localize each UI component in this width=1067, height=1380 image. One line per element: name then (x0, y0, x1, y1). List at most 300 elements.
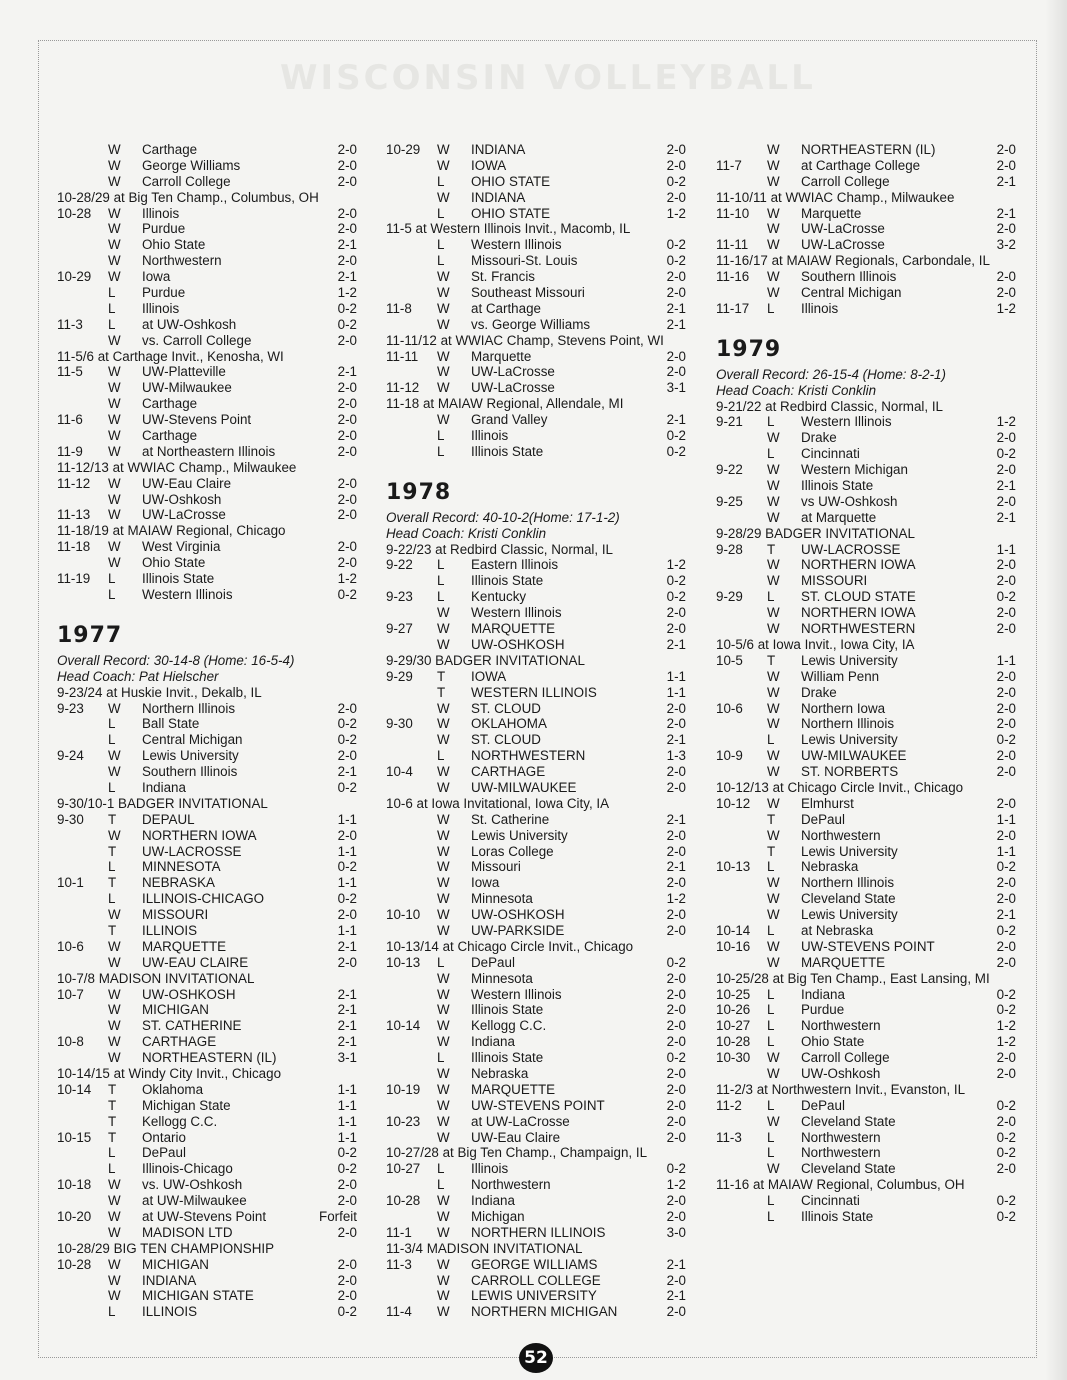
match-result: L (767, 446, 775, 462)
match-result: W (108, 555, 121, 571)
match-score: 2-0 (996, 142, 1016, 157)
event-heading: 11-18 at MAIAW Regional, Allendale, MI (386, 396, 624, 412)
match-score: 0-2 (666, 1050, 686, 1066)
match-opponent: Western Illinois (801, 414, 892, 430)
match-date: 11-2 (716, 1097, 742, 1113)
match-opponent: vs. Carroll College (142, 332, 252, 348)
match-score: 1-2 (996, 300, 1016, 316)
match-result: L (108, 1145, 116, 1161)
match-opponent: William Penn (801, 668, 880, 684)
match-result: T (108, 1113, 117, 1129)
match-row (57, 1098, 357, 1114)
match-result: W (437, 970, 450, 986)
match-score: 2-0 (337, 475, 357, 491)
match-score: 2-1 (337, 1034, 357, 1050)
match-result: L (437, 589, 445, 605)
match-row (386, 158, 686, 174)
match-score: 0-2 (337, 300, 357, 316)
match-score: 1-1 (996, 843, 1016, 859)
event-heading: 10-5/6 at Iowa Invit., Iowa City, IA (716, 636, 915, 652)
match-score: 2-0 (337, 428, 357, 444)
match-score: 1-1 (666, 668, 686, 684)
match-row (716, 1209, 1016, 1225)
match-score: 2-0 (666, 348, 686, 364)
match-row (386, 764, 686, 780)
match-score: 2-0 (666, 1018, 686, 1034)
match-opponent: Purdue (801, 1002, 845, 1018)
match-score: 1-1 (337, 1113, 357, 1129)
event-heading-row (716, 971, 1016, 987)
match-opponent: Cincinnati (801, 446, 860, 462)
match-score: 1-2 (666, 891, 686, 907)
match-opponent: Purdue (142, 221, 186, 237)
match-opponent: UW-OSHKOSH (142, 986, 236, 1002)
match-score: 0-2 (996, 1193, 1016, 1209)
match-score: 2-0 (337, 827, 357, 843)
event-heading-row (386, 939, 686, 955)
match-score: 2-0 (666, 1272, 686, 1288)
match-row (386, 605, 686, 621)
match-score: 2-0 (996, 157, 1016, 173)
match-opponent: Lewis University (142, 748, 239, 764)
match-row (716, 158, 1016, 174)
match-row (386, 875, 686, 891)
match-opponent: Illinois (142, 300, 180, 316)
match-row (716, 796, 1016, 812)
event-heading: 9-23/24 at Huskie Invit., Dekalb, IL (57, 684, 262, 700)
event-heading-row (716, 253, 1016, 269)
match-opponent: Indiana (142, 779, 186, 795)
match-opponent: NORTHERN IOWA (801, 557, 916, 573)
match-row (716, 1161, 1016, 1177)
match-result: L (108, 891, 116, 907)
match-opponent: Central Michigan (801, 285, 902, 301)
match-row (716, 285, 1016, 301)
match-opponent: UW-LaCrosse (801, 237, 885, 253)
match-result: W (437, 1288, 450, 1304)
match-row (57, 955, 357, 971)
match-result: W (437, 300, 450, 316)
match-row (716, 510, 1016, 526)
match-score: 1-2 (337, 571, 357, 587)
event-heading-row (57, 685, 357, 701)
match-score: 3-1 (337, 1050, 357, 1066)
match-result: W (108, 907, 121, 923)
event-heading-row (386, 1241, 686, 1257)
match-opponent: UW-LaCrosse (471, 364, 555, 380)
match-row (386, 1002, 686, 1018)
match-score: 1-1 (337, 811, 357, 827)
match-score: 2-0 (337, 142, 357, 157)
match-result: L (108, 571, 116, 587)
match-date: 10-8 (57, 1034, 84, 1050)
match-score: 2-1 (996, 509, 1016, 525)
match-row (57, 939, 357, 955)
match-row (386, 669, 686, 685)
match-score: 1-1 (337, 1129, 357, 1145)
match-date: 11-17 (716, 300, 750, 316)
match-date: 10-29 (57, 269, 92, 285)
match-row (57, 1193, 357, 1209)
match-result: W (437, 285, 450, 301)
match-row (57, 1288, 357, 1304)
match-opponent: MICHIGAN (142, 1002, 209, 1018)
match-result: W (437, 1097, 450, 1113)
match-result: W (108, 748, 121, 764)
match-opponent: GEORGE WILLIAMS (471, 1256, 598, 1272)
match-date: 9-30 (386, 716, 413, 732)
match-score: 1-2 (996, 414, 1016, 430)
match-result: L (767, 1097, 775, 1113)
match-result: L (767, 732, 775, 748)
match-score: 2-0 (337, 157, 357, 173)
event-heading: 10-6 at Iowa Invitational, Iowa City, IA (386, 795, 610, 811)
match-result: W (767, 430, 780, 446)
match-result: L (108, 732, 116, 748)
match-row (716, 828, 1016, 844)
event-heading-row (386, 1145, 686, 1161)
match-score: 3-2 (996, 237, 1016, 253)
match-row (57, 221, 357, 237)
match-row (716, 1114, 1016, 1130)
match-date: 10-30 (716, 1050, 751, 1066)
match-result: W (108, 1177, 121, 1193)
match-result: W (767, 1161, 780, 1177)
match-opponent: Northwestern (801, 1145, 881, 1161)
match-result: L (437, 1177, 445, 1193)
match-score: 2-0 (337, 205, 357, 221)
event-heading-row (57, 460, 357, 476)
event-heading: 9-22/23 at Redbird Classic, Normal, IL (386, 541, 613, 557)
match-row (57, 701, 357, 717)
match-opponent: Northern Iowa (801, 700, 886, 716)
match-row (386, 364, 686, 380)
match-score: 2-1 (337, 938, 357, 954)
match-opponent: West Virginia (142, 539, 221, 555)
match-opponent: UW-LaCrosse (142, 507, 226, 523)
match-opponent: Illinois-Chicago (142, 1161, 233, 1177)
match-score: 3-1 (666, 380, 686, 396)
match-score: 2-0 (666, 1113, 686, 1129)
match-opponent: Nebraska (471, 1065, 529, 1081)
match-score: 2-0 (666, 907, 686, 923)
match-score: 2-0 (666, 269, 686, 285)
match-result: W (437, 907, 450, 923)
match-score: 2-0 (666, 1065, 686, 1081)
match-row (386, 444, 686, 460)
match-row (386, 987, 686, 1003)
match-score: 1-1 (337, 1081, 357, 1097)
match-opponent: Cleveland State (801, 1113, 896, 1129)
match-result: T (108, 922, 117, 938)
match-opponent: Marquette (801, 205, 862, 221)
match-score: 0-2 (337, 716, 357, 732)
match-result: L (437, 428, 445, 444)
match-row (386, 1304, 686, 1320)
match-score: 2-0 (337, 1288, 357, 1304)
match-score: 2-1 (337, 1002, 357, 1018)
match-result: W (767, 509, 780, 525)
season-info-line: Overall Record: 30-14-8 (Home: 16-5-4) (57, 652, 295, 668)
match-row (57, 317, 357, 333)
event-heading-row (57, 349, 357, 365)
match-result: T (767, 811, 776, 827)
match-date: 11-16 (716, 269, 750, 285)
match-opponent: Southeast Missouri (471, 285, 585, 301)
match-row (716, 685, 1016, 701)
event-heading: 11-12/13 at WWIAC Champ., Milwaukee (57, 459, 297, 475)
match-date: 9-27 (386, 621, 413, 637)
match-date: 10-28 (716, 1034, 751, 1050)
match-opponent: IOWA (471, 157, 507, 173)
match-date: 9-30 (57, 811, 84, 827)
match-row (57, 907, 357, 923)
page-edge-shadow (1045, 0, 1067, 1380)
match-result: T (108, 1097, 117, 1113)
match-score: 0-2 (666, 428, 686, 444)
match-score: 2-0 (337, 748, 357, 764)
match-row (57, 158, 357, 174)
match-row (716, 875, 1016, 891)
match-row (716, 907, 1016, 923)
match-score: 2-0 (337, 332, 357, 348)
match-score: 2-0 (996, 700, 1016, 716)
match-score: 2-0 (996, 764, 1016, 780)
match-score: 2-1 (996, 173, 1016, 189)
match-opponent: at Nebraska (801, 922, 874, 938)
match-row (386, 748, 686, 764)
match-row (716, 844, 1016, 860)
match-opponent: DePaul (801, 811, 845, 827)
match-opponent: Illinois State (801, 478, 874, 494)
match-row (57, 923, 357, 939)
match-row (386, 812, 686, 828)
event-heading: 11-5 at Western Illinois Invit., Macomb, IL (386, 221, 631, 237)
match-row (716, 478, 1016, 494)
match-opponent: MICHIGAN (142, 1256, 209, 1272)
match-opponent: Ohio State (142, 555, 206, 571)
match-row (386, 428, 686, 444)
match-result: W (437, 142, 450, 157)
match-date: 10-14 (57, 1081, 92, 1097)
match-opponent: Marquette (471, 348, 532, 364)
match-date: 11-18 (57, 539, 91, 555)
match-result: W (108, 986, 121, 1002)
match-opponent: Carroll College (801, 1050, 890, 1066)
match-score: 2-0 (666, 189, 686, 205)
match-opponent: Purdue (142, 285, 186, 301)
event-heading-row (57, 796, 357, 812)
match-row (386, 1161, 686, 1177)
match-score: 2-0 (337, 700, 357, 716)
match-row (716, 494, 1016, 510)
match-row (386, 285, 686, 301)
match-row (386, 1273, 686, 1289)
match-result: W (437, 1256, 450, 1272)
match-date: 11-7 (716, 157, 742, 173)
match-score: 2-0 (666, 621, 686, 637)
match-row (386, 1209, 686, 1225)
match-date: 10-6 (716, 700, 743, 716)
match-opponent: vs. George Williams (471, 316, 591, 332)
match-result: W (108, 269, 121, 285)
match-opponent: ILLINOIS-CHICAGO (142, 891, 265, 907)
match-result: L (767, 986, 775, 1002)
match-row (386, 780, 686, 796)
match-row (57, 412, 357, 428)
match-score: 2-0 (996, 1050, 1016, 1066)
match-date: 11-19 (57, 571, 91, 587)
match-score: 2-0 (666, 1304, 686, 1320)
match-score: 2-0 (337, 1224, 357, 1240)
event-heading-row (716, 637, 1016, 653)
match-date: 10-29 (386, 142, 421, 157)
match-row (716, 701, 1016, 717)
match-score: 2-1 (996, 205, 1016, 221)
match-date: 10-28 (57, 1256, 92, 1272)
match-result: W (767, 221, 780, 237)
match-date: 11-9 (57, 443, 83, 459)
match-opponent: Illinois (142, 205, 180, 221)
match-row (716, 1018, 1016, 1034)
event-heading: 10-25/28 at Big Ten Champ., East Lansing, MI (716, 970, 990, 986)
match-date: 9-29 (716, 589, 743, 605)
match-result: W (767, 907, 780, 923)
match-score: 2-0 (337, 539, 357, 555)
match-row (386, 1193, 686, 1209)
match-result: W (767, 668, 780, 684)
match-score: 0-2 (337, 891, 357, 907)
background-heading: WISCONSIN VOLLEYBALL (280, 58, 816, 98)
match-score: 2-1 (337, 269, 357, 285)
match-date: 11-3 (386, 1256, 412, 1272)
match-result: W (108, 364, 121, 380)
match-opponent: CARTHAGE (471, 764, 546, 780)
match-score: 2-0 (996, 285, 1016, 301)
match-row (386, 301, 686, 317)
match-row (57, 444, 357, 460)
match-row (716, 669, 1016, 685)
match-row (716, 923, 1016, 939)
match-row (57, 571, 357, 587)
match-row (57, 1050, 357, 1066)
match-score: 0-2 (337, 779, 357, 795)
match-result: W (108, 1209, 121, 1224)
match-opponent: LEWIS UNIVERSITY (471, 1288, 597, 1304)
match-row (386, 844, 686, 860)
event-heading-row (386, 653, 686, 669)
match-opponent: DePaul (471, 954, 515, 970)
match-date: 10-13 (716, 859, 751, 875)
match-opponent: Northwestern (471, 1177, 551, 1193)
match-row (386, 253, 686, 269)
match-opponent: Ball State (142, 716, 200, 732)
match-opponent: Carthage (142, 142, 198, 157)
match-row (716, 1098, 1016, 1114)
match-result: W (437, 732, 450, 748)
match-date: 10-23 (386, 1113, 421, 1129)
match-score: 2-0 (666, 970, 686, 986)
match-score: 0-2 (666, 443, 686, 459)
match-score: 2-1 (666, 412, 686, 428)
match-score: 0-2 (996, 859, 1016, 875)
event-heading-row (716, 190, 1016, 206)
event-heading: 10-28/29 BIG TEN CHAMPIONSHIP (57, 1240, 275, 1256)
match-row (386, 1082, 686, 1098)
match-opponent: Elmhurst (801, 795, 854, 811)
match-score: 2-0 (666, 285, 686, 301)
match-row (716, 557, 1016, 573)
match-result: W (437, 811, 450, 827)
match-opponent: NORTHEASTERN (IL) (801, 142, 936, 157)
match-score: 1-1 (337, 875, 357, 891)
match-row (57, 301, 357, 317)
match-row (716, 955, 1016, 971)
match-row (386, 1225, 686, 1241)
match-date: 10-9 (716, 748, 743, 764)
match-opponent: Southern Illinois (142, 764, 238, 780)
match-opponent: ILLINOIS (142, 922, 198, 938)
match-result: W (108, 142, 121, 157)
match-row (386, 971, 686, 987)
match-result: W (108, 253, 121, 269)
match-score: 2-0 (337, 253, 357, 269)
match-opponent: Central Michigan (142, 732, 243, 748)
match-result: T (108, 1081, 117, 1097)
match-row (386, 1066, 686, 1082)
match-row (386, 685, 686, 701)
event-heading: 10-12/13 at Chicago Circle Invit., Chicago (716, 779, 964, 795)
match-row (386, 1130, 686, 1146)
match-score: 2-0 (337, 173, 357, 189)
match-date: 9-23 (386, 589, 413, 605)
match-score: 2-1 (666, 732, 686, 748)
match-row (716, 653, 1016, 669)
match-date: 10-1 (57, 875, 84, 891)
match-row (57, 285, 357, 301)
match-result: W (767, 748, 780, 764)
match-row (57, 716, 357, 732)
match-result: L (437, 443, 445, 459)
match-score: 2-0 (337, 412, 357, 428)
match-opponent: Nebraska (801, 859, 859, 875)
match-opponent: Carthage (142, 396, 198, 412)
match-opponent: Drake (801, 684, 837, 700)
match-opponent: vs. UW-Oshkosh (142, 1177, 243, 1193)
match-opponent: Lewis University (801, 732, 898, 748)
match-row (57, 364, 357, 380)
match-result: T (767, 652, 776, 668)
match-result: L (437, 205, 445, 221)
match-row (57, 396, 357, 412)
match-result: W (437, 1272, 450, 1288)
match-opponent: Northern Illinois (801, 716, 895, 732)
match-score: 2-0 (996, 1113, 1016, 1129)
match-row (57, 539, 357, 555)
match-row (716, 1002, 1016, 1018)
event-heading-row (386, 796, 686, 812)
match-result: L (767, 922, 775, 938)
match-opponent: Eastern Illinois (471, 557, 559, 573)
match-row (386, 142, 686, 158)
match-result: W (437, 621, 450, 637)
match-score: 2-0 (666, 1002, 686, 1018)
match-score: 1-2 (996, 1018, 1016, 1034)
match-score: 2-1 (337, 237, 357, 253)
match-opponent: at Carthage (471, 300, 541, 316)
match-opponent: Lewis University (801, 843, 898, 859)
page-number: 52 (519, 1343, 553, 1373)
